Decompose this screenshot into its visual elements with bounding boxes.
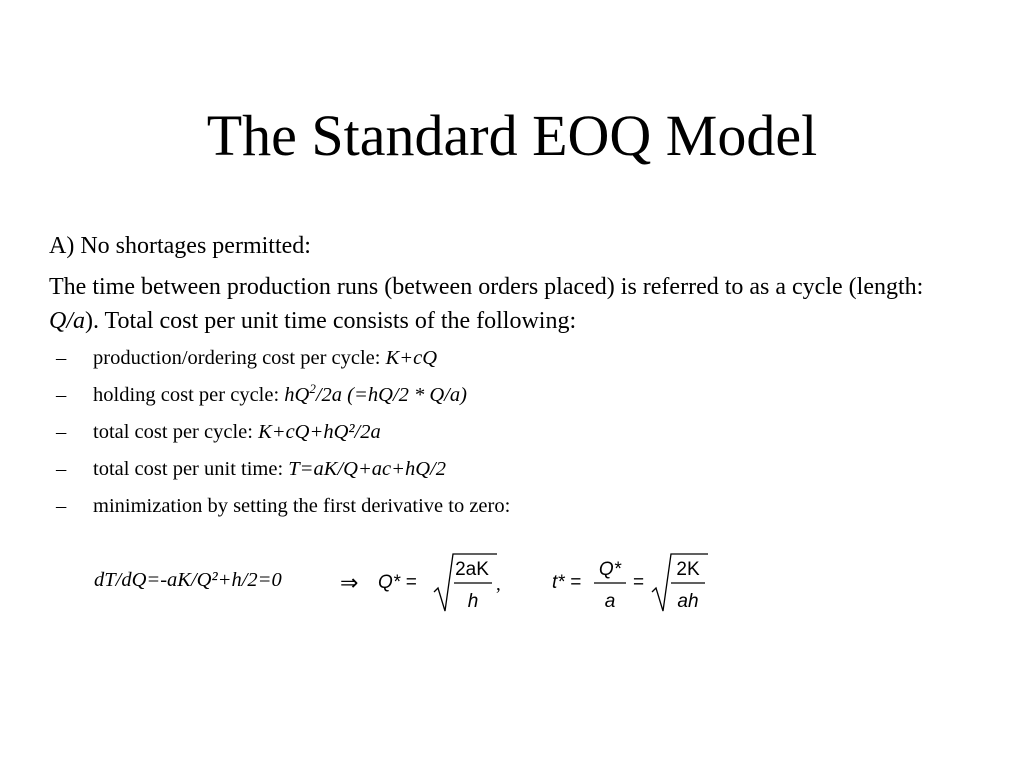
bullet-dash: –	[56, 347, 67, 369]
intro-text-a: The time between production runs (between orders placed) is referred to as a cycle (length:	[49, 274, 924, 300]
bullet-dash: –	[56, 421, 67, 443]
t-numerator: 2K	[676, 559, 700, 580]
cost-bullet-list	[56, 340, 510, 525]
eoq-formula	[330, 548, 720, 618]
t-fraction-numerator: Q*	[598, 559, 622, 580]
bullet-formula-a: hQ	[284, 384, 310, 406]
section-heading: A) No shortages permitted:	[49, 233, 311, 259]
bullet-dash: –	[56, 495, 67, 517]
bullet-text: production/ordering cost per cycle:	[93, 347, 386, 369]
q-numerator: 2aK	[455, 559, 489, 580]
implies-arrow: ⇒	[340, 570, 359, 595]
bullet-formula-b: /2a (=hQ/2 * Q/a)	[315, 384, 467, 406]
bullet-text: holding cost per cycle:	[93, 384, 285, 406]
bullet-dash: –	[56, 458, 67, 480]
list-item	[56, 340, 510, 377]
q-denominator: h	[467, 591, 479, 612]
bullet-formula-sup: 2	[309, 381, 316, 397]
list-item	[56, 488, 510, 525]
bullet-formula: K+cQ	[385, 347, 438, 369]
separator-comma: ,	[496, 574, 501, 595]
bullet-dash: –	[56, 384, 67, 406]
cycle-length-formula: Q/a	[49, 308, 85, 334]
list-item	[56, 377, 510, 414]
derivative-equation: dT/dQ=-aK/Q²+h/2=0	[94, 569, 282, 591]
list-item	[56, 414, 510, 451]
bullet-formula: T=aK/Q+ac+hQ/2	[288, 458, 446, 480]
list-item	[56, 451, 510, 488]
t-fraction-denominator: a	[604, 591, 616, 612]
t-star-label: t* =	[552, 572, 582, 593]
equals-sign: =	[633, 572, 645, 593]
intro-text-b: ). Total cost per unit time consists of the following:	[85, 308, 577, 334]
bullet-formula: K+cQ+hQ²/2a	[258, 421, 381, 443]
t-denominator: ah	[677, 591, 699, 612]
bullet-text: total cost per cycle:	[93, 421, 259, 443]
bullet-text: minimization by setting the first derivative to zero:	[93, 495, 511, 517]
intro-paragraph	[49, 270, 969, 338]
slide-title: The Standard EOQ Model	[206, 103, 818, 168]
bullet-text: total cost per unit time:	[93, 458, 289, 480]
q-star-label: Q* =	[378, 572, 417, 593]
